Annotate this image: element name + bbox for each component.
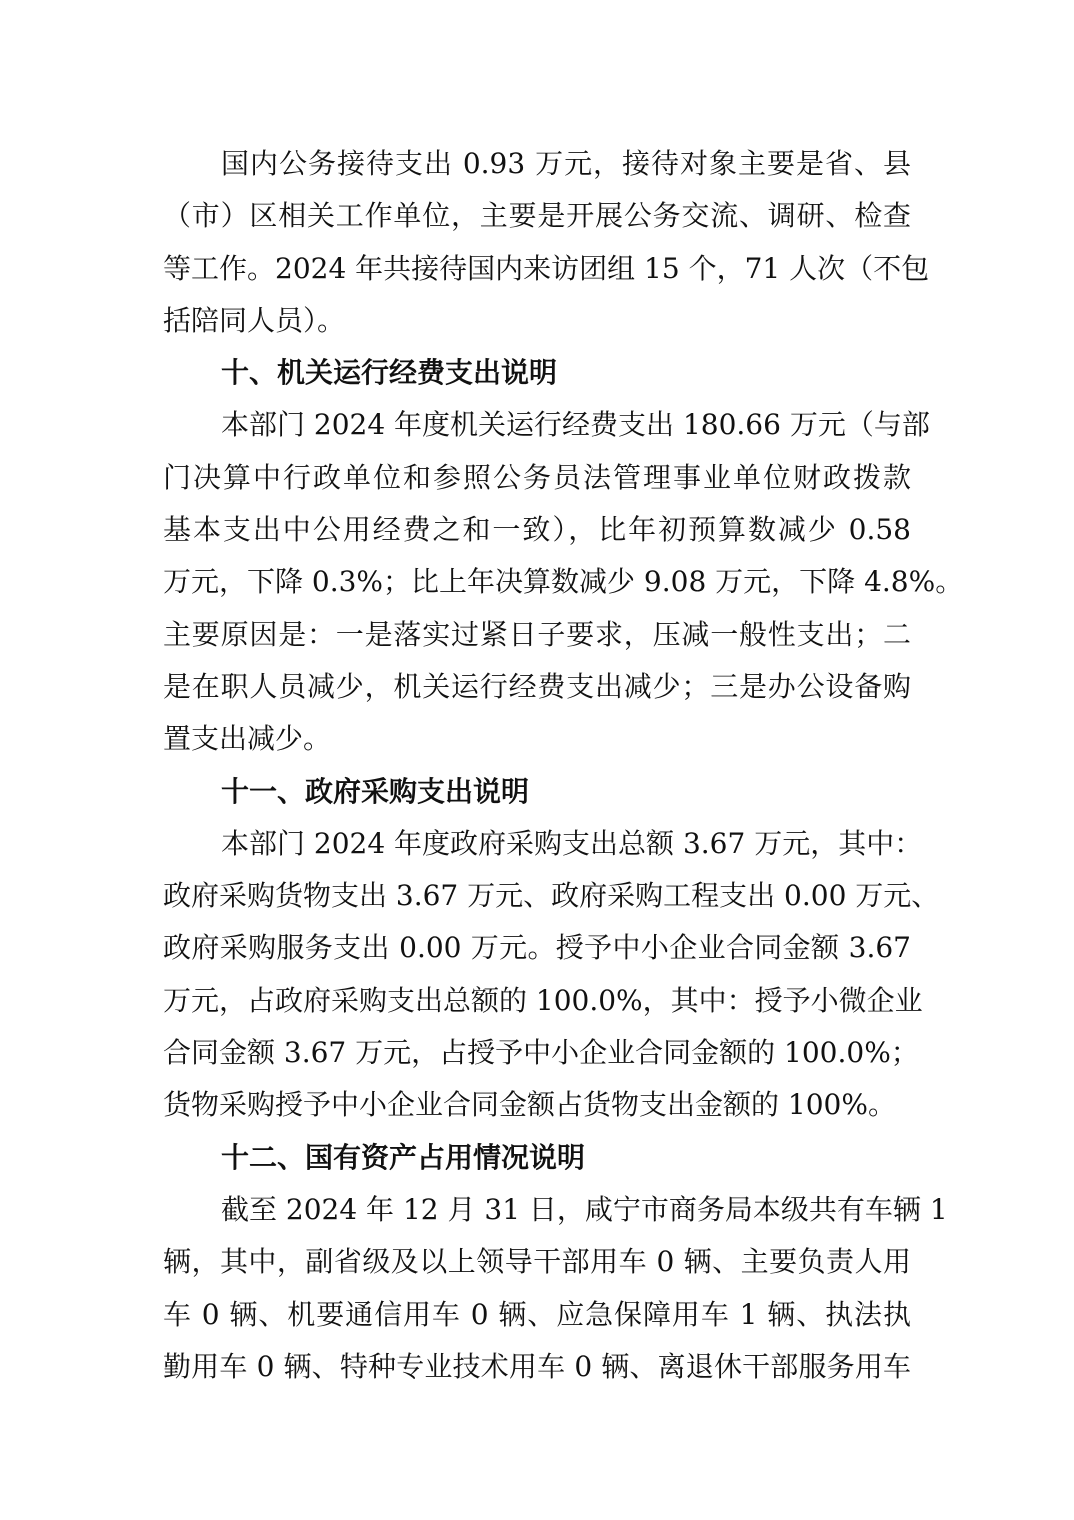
text-line: 本部门 2024 年度政府采购支出总额 3.67 万元，其中： [221,826,923,860]
text-line: 车 0 辆、机要通信用车 0 辆、应急保障用车 1 辆、执法执 [163,1297,911,1331]
text-line: 门决算中行政单位和参照公务员法管理事业单位财政拨款 [163,460,911,494]
paragraph-reception-expenses [163,138,930,347]
text-line: 是在职人员减少，机关运行经费支出减少；三是办公设备购 [163,669,911,703]
paragraph-state-assets [163,1184,948,1393]
section-heading-12: 十二、国有资产占用情况说明 [221,1140,586,1174]
section-heading-11: 十一、政府采购支出说明 [221,774,530,808]
text-line: 截至 2024 年 12 月 31 日，咸宁市商务局本级共有车辆 1 [221,1192,948,1226]
text-line: 主要原因是：一是落实过紧日子要求，压减一般性支出；二 [163,617,911,651]
text-line: （市）区相关工作单位，主要是开展公务交流、调研、检查 [163,199,911,233]
text-line: 政府采购货物支出 3.67 万元、政府采购工程支出 0.00 万元、 [163,879,940,913]
text-line: 万元，下降 0.3%；比上年决算数减少 9.08 万元，下降 4.8%。 [163,565,964,599]
text-line: 括陪同人员）。 [163,303,346,337]
document-page [163,138,964,1393]
text-line: 辆，其中，副省级及以上领导干部用车 0 辆、主要负责人用 [163,1245,911,1279]
text-line: 置支出减少。 [163,722,332,756]
text-line: 货物采购授予中小企业合同金额占货物支出金额的 100%。 [163,1088,896,1122]
paragraph-procurement [163,818,940,1132]
section-heading-10: 十、机关运行经费支出说明 [221,356,558,390]
text-line: 勤用车 0 辆、特种专业技术用车 0 辆、离退休干部服务用车 [163,1349,911,1383]
text-line: 等工作。2024 年共接待国内来访团组 15 个，71 人次（不包 [163,251,930,285]
paragraph-operating-expenses [163,399,964,765]
text-line: 万元，占政府采购支出总额的 100.0%，其中：授予小微企业 [163,983,923,1017]
text-line: 本部门 2024 年度机关运行经费支出 180.66 万元（与部 [221,408,930,442]
text-line: 合同金额 3.67 万元，占授予中小企业合同金额的 100.0%； [163,1036,919,1070]
text-line: 国内公务接待支出 0.93 万元，接待对象主要是省、县 [221,147,911,180]
text-line: 政府采购服务支出 0.00 万元。授予中小企业合同金额 3.67 [163,931,911,965]
text-line: 基本支出中公用经费之和一致），比年初预算数减少 0.58 [163,513,911,547]
